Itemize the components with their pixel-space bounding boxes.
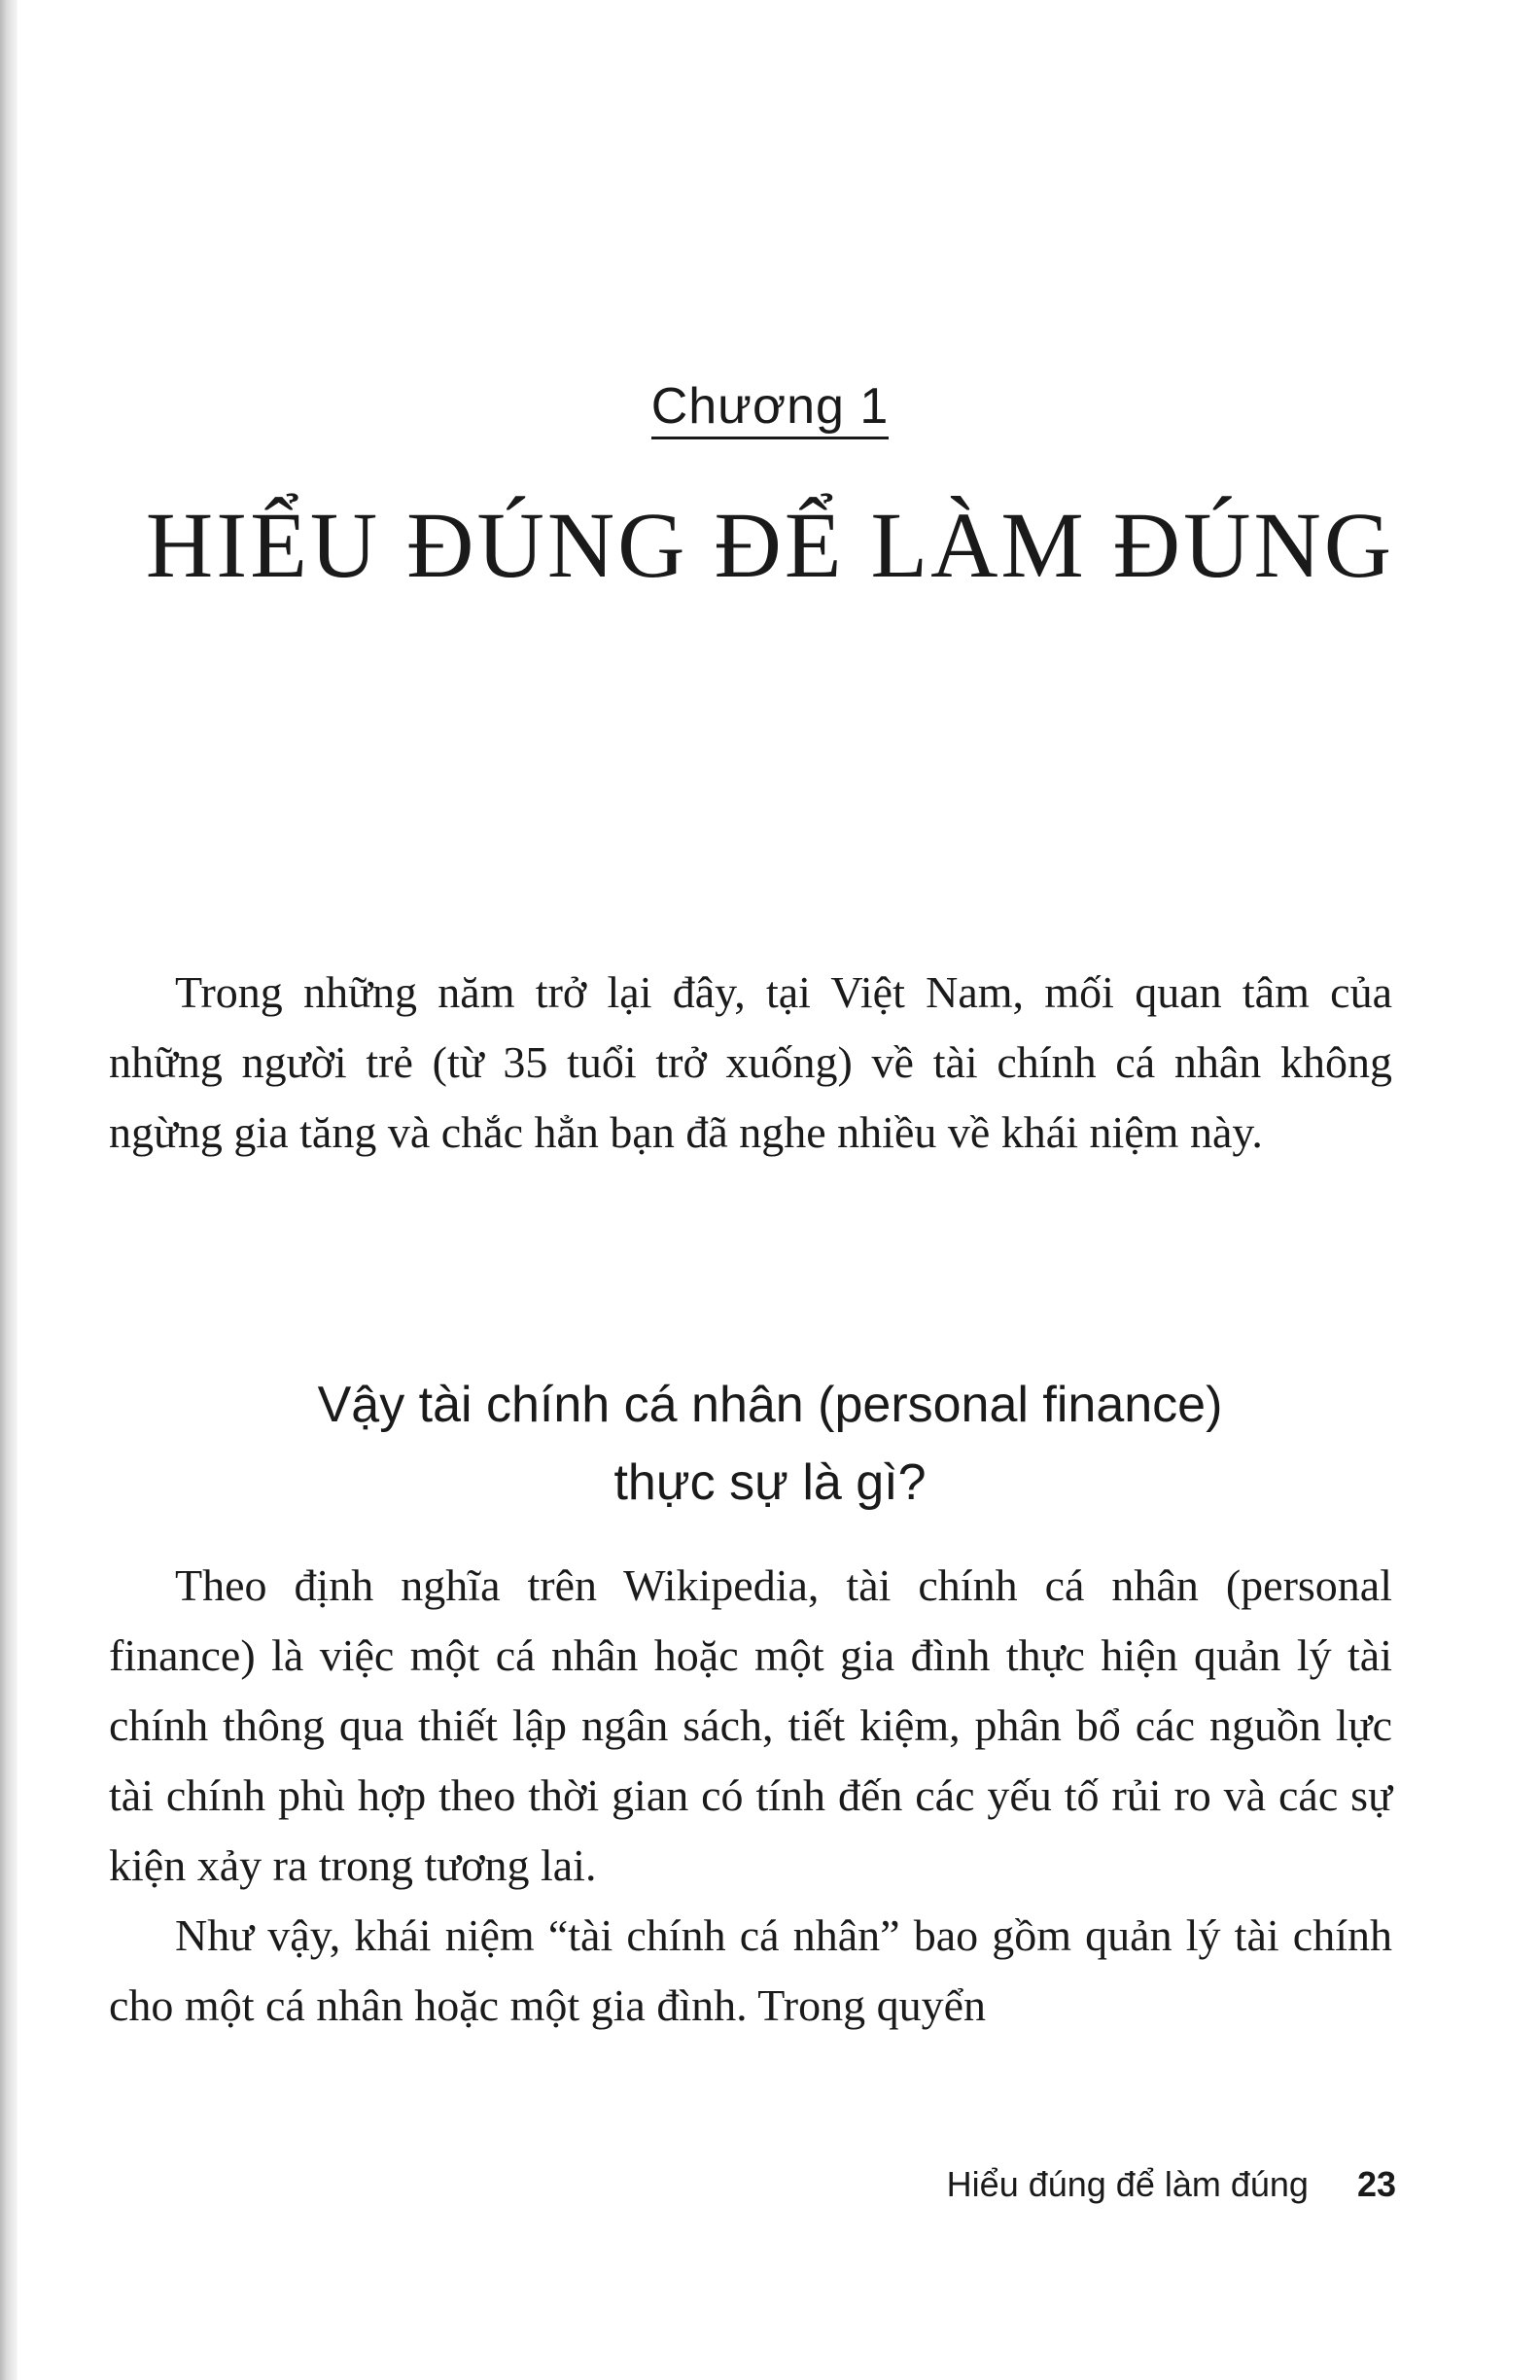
body-paragraph-1: Trong những năm trở lại đây, tại Việt Nam, mối quan tâm của những người trẻ (từ 35 tuổi trở xuống) về tài chính cá nhân không ngừng gia tăng và chắc hẳn bạn đã nghe nhiều về khái niệm này. [109,967,1392,1157]
page-number: 23 [1356,2164,1396,2204]
section-subheading [0,1366,1540,1522]
chapter-label-text: Chương 1 [651,378,890,439]
chapter-title: HIỂU ĐÚNG ĐỂ LÀM ĐÚNG [145,493,1395,597]
subheading-line-1: Vậy tài chính cá nhân (personal finance) [317,1377,1223,1433]
page-spine-shadow [0,0,18,2380]
body-paragraph-3: Như vậy, khái niệm “tài chính cá nhân” bao gồm quản lý tài chính cho một cá nhân hoặc một gia đình. Trong quyển [109,1910,1392,2030]
body-paragraph-2: Theo định nghĩa trên Wikipedia, tài chính cá nhân (personal finance) là việc một cá nhân hoặc một gia đình thực hiện quản lý tài chính thông qua thiết lập ngân sách, tiết kiệm, phân bổ các nguồn lực tài chính phù hợp theo thời gian có tính đến các yếu tố rủi ro và các sự kiện xảy ra trong tương lai. [109,1560,1392,1890]
page-footer [947,2164,1396,2205]
chapter-label [0,377,1540,436]
subheading-line-2: thực sự là gì? [613,1454,927,1511]
running-title: Hiểu đúng để làm đúng [946,2164,1309,2204]
